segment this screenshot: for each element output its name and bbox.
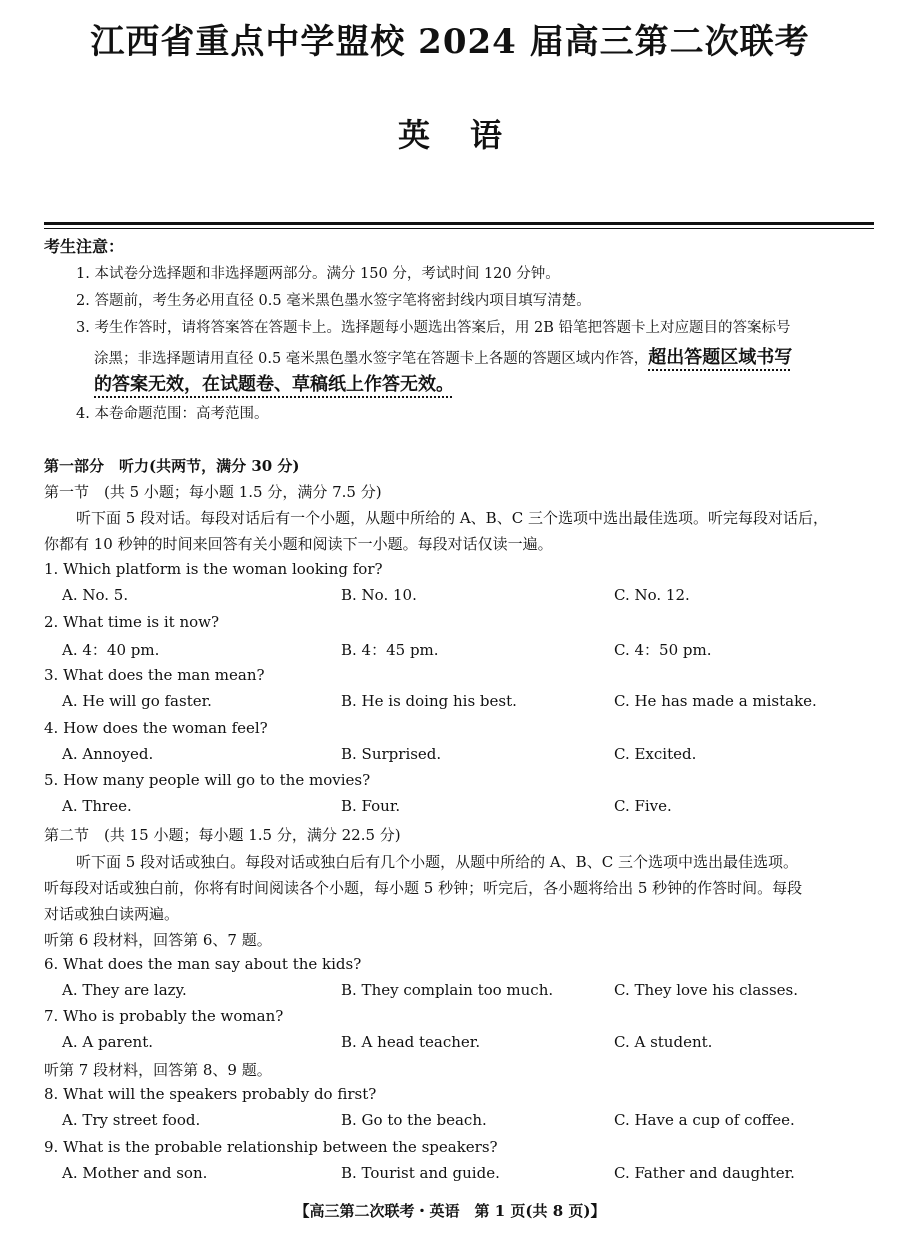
question-3: 3. What does the man mean?: [44, 666, 265, 684]
section1-heading: 第一节 (共 5 小题；每小题 1.5 分，满分 7.5 分): [44, 483, 382, 501]
section2-instruction-1: 听下面 5 段对话或独白。每段对话或独白后有几个小题，从题中所给的 A、B、C 三个选项中选出最佳选项。: [76, 853, 798, 871]
header-divider-thin: [44, 228, 874, 229]
q9-option-c: C. Father and daughter.: [614, 1164, 795, 1182]
q3-option-c: C. He has made a mistake.: [614, 692, 817, 710]
section2-instruction-3: 对话或独白读两遍。: [44, 905, 180, 923]
exam-title: 江西省重点中学盟校 2024 届高三第二次联考: [90, 22, 810, 62]
q1-option-b: B. No. 10.: [341, 586, 417, 604]
q6-option-a: A. They are lazy.: [62, 981, 187, 999]
q8-option-c: C. Have a cup of coffee.: [614, 1111, 795, 1129]
question-9: 9. What is the probable relationship between the speakers?: [44, 1138, 498, 1156]
q2-option-b: B. 4：45 pm.: [341, 641, 439, 659]
q3-option-a: A. He will go faster.: [62, 692, 212, 710]
notice-item-1: 1. 本试卷分选择题和非选择题两部分。满分 150 分，考试时间 120 分钟。: [76, 266, 560, 282]
question-5: 5. How many people will go to the movies?: [44, 771, 371, 789]
q9-option-a: A. Mother and son.: [62, 1164, 208, 1182]
q2-option-c: C. 4：50 pm.: [614, 641, 712, 659]
q9-option-b: B. Tourist and guide.: [341, 1164, 500, 1182]
notice-heading: 考生注意：: [44, 237, 125, 256]
q1-option-c: C. No. 12.: [614, 586, 690, 604]
q8-option-a: A. Try street food.: [62, 1111, 201, 1129]
notice-emphasis-2: 的答案无效，在试题卷、草稿纸上作答无效。: [94, 374, 454, 395]
q6-option-c: C. They love his classes.: [614, 981, 799, 999]
section1-instruction-2: 你都有 10 秒钟的时间来回答有关小题和阅读下一小题。每段对话仅读一遍。: [44, 535, 553, 553]
section1-instruction-1: 听下面 5 段对话。每段对话后有一个小题，从题中所给的 A、B、C 三个选项中选出最佳选项。听完每段对话后，: [76, 509, 828, 527]
q4-option-b: B. Surprised.: [341, 745, 442, 763]
subject-title: 英语: [397, 116, 542, 154]
q7-option-a: A. A parent.: [62, 1033, 154, 1051]
q5-option-c: C. Five.: [614, 797, 672, 815]
notice-item-4: 4. 本卷命题范围：高考范围。: [76, 406, 269, 422]
q5-option-b: B. Four.: [341, 797, 401, 815]
notice-item-3-cont: [94, 343, 792, 369]
notice-item-3: 3. 考生作答时，请将答案答在答题卡上。选择题每小题选出答案后，用 2B 铅笔把答题卡上对应题目的答案标号: [76, 320, 791, 336]
header-divider-thick: [44, 222, 874, 225]
notice-emphasis-1: 超出答题区域书写: [648, 347, 793, 368]
question-1: 1. Which platform is the woman looking for?: [44, 560, 383, 578]
notice-item-2: 2. 答题前，考生务必用直径 0.5 毫米黑色墨水签字笔将密封线内项目填写清楚。: [76, 293, 591, 309]
q4-option-a: A. Annoyed.: [62, 745, 154, 763]
q1-option-a: A. No. 5.: [62, 586, 129, 604]
material-7-note: 听第 7 段材料，回答第 8、9 题。: [44, 1061, 272, 1079]
q7-option-c: C. A student.: [614, 1033, 713, 1051]
section2-heading: 第二节 (共 15 小题；每小题 1.5 分，满分 22.5 分): [44, 826, 401, 844]
section2-instruction-2: 听每段对话或独白前，你将有时间阅读各个小题，每小题 5 秒钟；听完后，各小题将给出 5 秒钟的作答时间。每段: [44, 879, 803, 897]
page-footer: 【高三第二次联考・英语 第 1 页(共 8 页)】: [294, 1202, 606, 1220]
question-7: 7. Who is probably the woman?: [44, 1007, 284, 1025]
q6-option-b: B. They complain too much.: [341, 981, 554, 999]
q3-option-b: B. He is doing his best.: [341, 692, 517, 710]
q7-option-b: B. A head teacher.: [341, 1033, 481, 1051]
question-2: 2. What time is it now?: [44, 613, 220, 631]
q2-option-a: A. 4：40 pm.: [62, 641, 160, 659]
question-8: 8. What will the speakers probably do first?: [44, 1085, 377, 1103]
question-6: 6. What does the man say about the kids?: [44, 955, 362, 973]
q5-option-a: A. Three.: [62, 797, 132, 815]
part1-heading: 第一部分 听力(共两节，满分 30 分): [44, 457, 300, 475]
question-4: 4. How does the woman feel?: [44, 719, 268, 737]
q8-option-b: B. Go to the beach.: [341, 1111, 487, 1129]
material-6-note: 听第 6 段材料，回答第 6、7 题。: [44, 931, 272, 949]
q4-option-c: C. Excited.: [614, 745, 697, 763]
notice-item-3-line2: 涂黑；非选择题请用直径 0.5 毫米黑色墨水签字笔在答题卡上各题的答题区域内作答，: [94, 351, 649, 367]
